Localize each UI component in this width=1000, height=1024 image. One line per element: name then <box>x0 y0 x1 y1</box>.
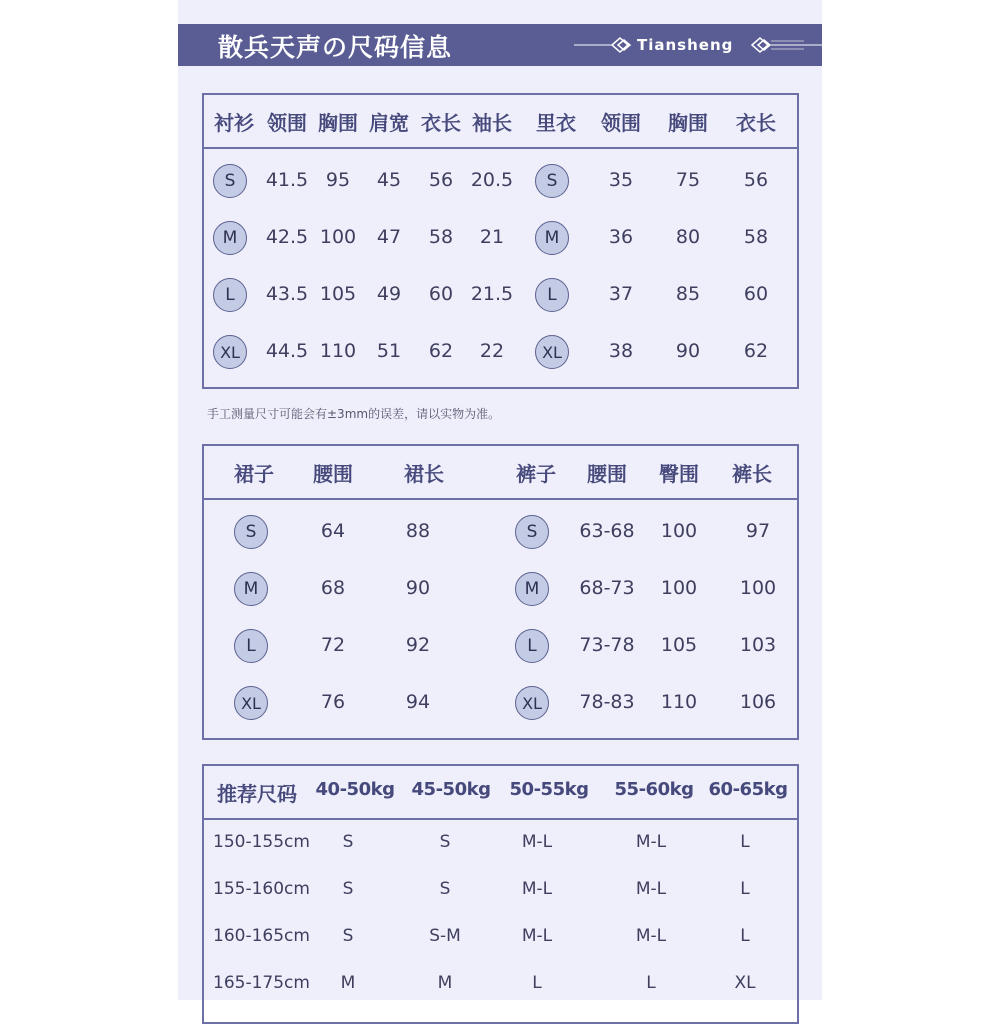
table-cell: 100 <box>660 577 698 599</box>
table-cell: 75 <box>675 169 701 191</box>
measurement-note: 手工测量尺寸可能会有±3mm的误差，请以实物为准。 <box>207 407 501 421</box>
table-cell: M-L <box>521 879 553 899</box>
col-header: 55-60kg <box>614 779 694 800</box>
header-divider <box>204 147 797 149</box>
table-cell: 41.5 <box>265 169 309 191</box>
table-cell: 62 <box>428 340 454 362</box>
size-badge: S <box>515 515 549 549</box>
table-cell: L <box>740 879 750 899</box>
table-cell: 58 <box>743 226 769 248</box>
size-badge: M <box>515 572 549 606</box>
brand-ornament <box>574 24 822 66</box>
col-header: 里衣 <box>536 111 576 135</box>
col-header: 45-50kg <box>411 779 491 800</box>
table-cell: 58 <box>428 226 454 248</box>
table-cell: S <box>439 879 451 899</box>
table-cell: L <box>740 926 750 946</box>
table-cell: 105 <box>660 634 698 656</box>
table-cell: 60 <box>743 283 769 305</box>
table-cell: 44.5 <box>265 340 309 362</box>
table-cell: 47 <box>376 226 402 248</box>
table-cell: 110 <box>660 691 698 713</box>
table-cell: 49 <box>376 283 402 305</box>
table-cell: 36 <box>608 226 634 248</box>
table-cell: M-L <box>521 926 553 946</box>
header-divider <box>204 498 797 500</box>
table-cell: 105 <box>319 283 357 305</box>
height-range-label: 165-175cm <box>213 973 310 993</box>
table-cell: 43.5 <box>265 283 309 305</box>
table-cell: S-M <box>429 926 461 946</box>
table-cell: L <box>740 832 750 852</box>
col-header: 裙长 <box>404 462 444 486</box>
size-badge: XL <box>515 686 549 720</box>
table-cell: 63-68 <box>579 520 635 542</box>
table-cell: M-L <box>635 926 667 946</box>
table-cell: 45 <box>376 169 402 191</box>
size-badge: XL <box>213 335 247 369</box>
table-cell: 100 <box>660 520 698 542</box>
table-cell: 76 <box>320 691 346 713</box>
table-cell: 97 <box>745 520 771 542</box>
table-cell: 37 <box>608 283 634 305</box>
table-cell: M <box>437 973 453 993</box>
table-cell: M <box>340 973 356 993</box>
table-cell: 106 <box>739 691 777 713</box>
table-cell: 100 <box>739 577 777 599</box>
size-badge: S <box>535 164 569 198</box>
table-cell: L <box>532 973 542 993</box>
height-range-label: 150-155cm <box>213 832 310 852</box>
table-cell: 103 <box>739 634 777 656</box>
table-cell: 56 <box>428 169 454 191</box>
table-cell: 95 <box>325 169 351 191</box>
col-header: 40-50kg <box>315 779 395 800</box>
col-header: 胸围 <box>318 111 358 135</box>
col-header: 裤长 <box>732 462 772 486</box>
col-header: 衣长 <box>736 111 776 135</box>
table-cell: 64 <box>320 520 346 542</box>
col-header: 裙子 <box>234 462 274 486</box>
table-cell: S <box>439 832 451 852</box>
table-cell: M-L <box>635 832 667 852</box>
table-cell: S <box>342 879 354 899</box>
skirt-pants-size-table <box>202 444 799 740</box>
size-badge: S <box>234 515 268 549</box>
table-cell: 42.5 <box>265 226 309 248</box>
table-cell: L <box>646 973 656 993</box>
size-badge: M <box>234 572 268 606</box>
table-cell: 73-78 <box>579 634 635 656</box>
table-cell: 68-73 <box>579 577 635 599</box>
size-badge: XL <box>234 686 268 720</box>
table-cell: M-L <box>635 879 667 899</box>
col-header: 胸围 <box>668 111 708 135</box>
col-header: 肩宽 <box>369 111 409 135</box>
table-cell: 72 <box>320 634 346 656</box>
size-badge: L <box>515 629 549 663</box>
size-badge: M <box>535 221 569 255</box>
size-badge: S <box>213 164 247 198</box>
table-cell: M-L <box>521 832 553 852</box>
header-divider <box>204 818 797 820</box>
col-header: 臀围 <box>659 462 699 486</box>
table-cell: 85 <box>675 283 701 305</box>
page-title: 散兵天声の尺码信息 <box>218 33 453 62</box>
col-header: 衬衫 <box>214 111 254 135</box>
table-cell: 80 <box>675 226 701 248</box>
col-header: 腰围 <box>587 462 627 486</box>
table-cell: 20.5 <box>470 169 514 191</box>
height-range-label: 160-165cm <box>213 926 310 946</box>
size-badge: L <box>213 278 247 312</box>
col-header: 袖长 <box>472 111 512 135</box>
table-cell: 38 <box>608 340 634 362</box>
table-cell: 100 <box>319 226 357 248</box>
size-badge: L <box>234 629 268 663</box>
table-cell: 110 <box>319 340 357 362</box>
col-header: 腰围 <box>313 462 353 486</box>
title-banner <box>178 24 822 66</box>
col-header: 领围 <box>601 111 641 135</box>
table-cell: 68 <box>320 577 346 599</box>
col-header: 领围 <box>267 111 307 135</box>
table-cell: 94 <box>405 691 431 713</box>
brand-text: Tiansheng <box>637 36 734 54</box>
size-badge: L <box>535 278 569 312</box>
table-cell: 78-83 <box>579 691 635 713</box>
col-header: 裤子 <box>516 462 556 486</box>
height-range-label: 155-160cm <box>213 879 310 899</box>
table-cell: 56 <box>743 169 769 191</box>
table-cell: 88 <box>405 520 431 542</box>
table-cell: 21.5 <box>470 283 514 305</box>
table-cell: 90 <box>675 340 701 362</box>
col-header: 衣长 <box>421 111 461 135</box>
col-header: 50-55kg <box>509 779 589 800</box>
table-cell: 22 <box>479 340 505 362</box>
table-cell: 92 <box>405 634 431 656</box>
table-cell: S <box>342 832 354 852</box>
size-badge: XL <box>535 335 569 369</box>
table-cell: 21 <box>479 226 505 248</box>
table-cell: 62 <box>743 340 769 362</box>
table-cell: 90 <box>405 577 431 599</box>
table-cell: S <box>342 926 354 946</box>
table-cell: 60 <box>428 283 454 305</box>
col-header: 推荐尺码 <box>217 782 297 806</box>
col-header: 60-65kg <box>708 779 788 800</box>
table-cell: 51 <box>376 340 402 362</box>
size-badge: M <box>213 221 247 255</box>
table-cell: 35 <box>608 169 634 191</box>
table-cell: XL <box>734 973 756 993</box>
